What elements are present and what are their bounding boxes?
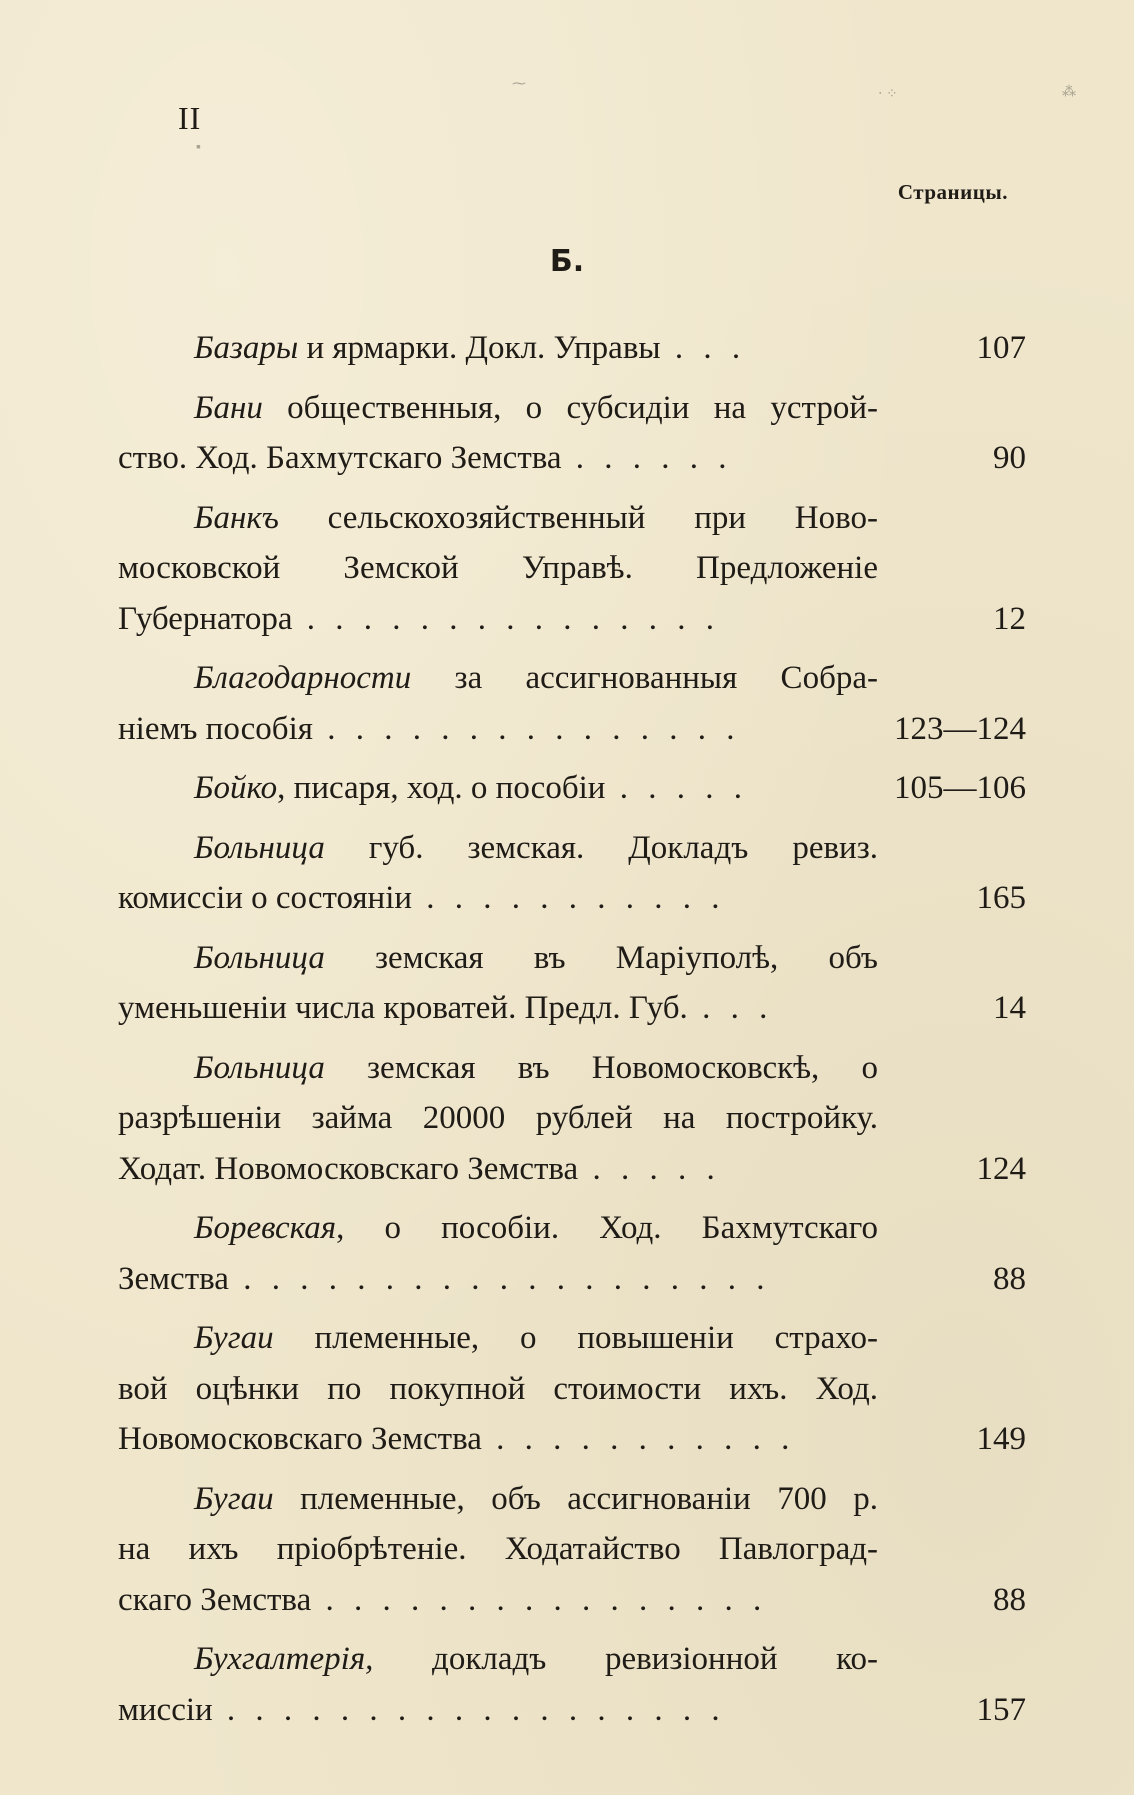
entry-term: Базары bbox=[194, 330, 299, 366]
entry-line bbox=[118, 493, 878, 544]
entry-term: Больница bbox=[194, 1049, 325, 1086]
index-entry bbox=[118, 1043, 1026, 1195]
entry-text: ство. Ход. Бахмутскаго Земства bbox=[118, 440, 562, 476]
entry-line bbox=[118, 1203, 878, 1254]
entry-text: губ. земская. Докладъ ревиз. bbox=[324, 829, 878, 866]
entry-line bbox=[118, 873, 1026, 924]
dot-leader: . . . . . . . . . . . bbox=[481, 1421, 796, 1457]
entry-text: вой оцѣнки по покупной стоимости ихъ. Ход. bbox=[118, 1370, 878, 1407]
index-entry bbox=[118, 933, 1026, 1034]
entry-page-ref: 124 bbox=[976, 1150, 1026, 1187]
entry-page-ref: 157 bbox=[976, 1691, 1026, 1728]
entry-line bbox=[118, 1575, 1026, 1626]
entry-page-ref: 90 bbox=[993, 440, 1026, 476]
entry-term: Боревская bbox=[194, 1210, 337, 1246]
book-page: ⁓ ‧ ⁘ ⁂ ▪ II Страницы. Б. Базары и ярмарки. Докл. Управы . . . 107 Бани общественныя, о субсидіи на устрой- ство. Ход. Бахмутскаго Земства . . . . . . 90 Банкъ сельскохозяйственный при Ново- московской Земской Управѣ. Предложеніе Губернатора . . . . . . . . . . . . . . . 12 Благодарности за ассигнованныя Собра- ніемъ пособія . . . . . . . . . . . . . . . 123—124 Бойко, писаря, ход. о пособіи . . . . . 105—106 Больница губ. земская. Докладъ ревиз. комиссіи о состояніи . . . . . . . . . . . 165 Больница земская въ Маріуполѣ, объ уменьшеніи числа кроватей. Предл. Губ. . . . 14 Больница земская въ Новомосковскѣ, о разрѣшеніи займа 20000 рублей на постройку. Ходат. Новомосковскаго Земства . . . . . 124 Боревская, о пособіи. Ход. Бахмутскаго Земства . . . . . . . . . . . . . . . . . . . 88 Бугаи племенные, о повышеніи страхо- вой оцѣнки по покупной стоимости ихъ. Ход. Новомосковскаго Земства . . . . . . . . . . . 149 Бугаи племенные, объ ассигнованіи 700 р. на ихъ пріобрѣтеніе. Ходатайство Павлоград- скаго Земства . . . . . . . . . . . . . . . . 88 Бухгалтерія, докладъ ревизіонной ко- миссіи . . . . . . . . . . . . . . . . . . 157 bbox=[0, 0, 1134, 1795]
entry-text: , о пособіи. Ход. Бахмутскаго bbox=[336, 1210, 878, 1246]
dot-leader: . . . . . . . . . . . bbox=[412, 880, 726, 916]
entry-line bbox=[118, 1414, 1026, 1465]
entry-line bbox=[118, 983, 1026, 1034]
index-entry bbox=[118, 383, 1026, 484]
pages-column-header: Страницы. bbox=[897, 180, 1008, 204]
entry-text: комиссіи о состояніи bbox=[118, 880, 413, 916]
section-letter: Б. bbox=[549, 244, 585, 279]
entry-text: земская въ Новомосковскѣ, о bbox=[324, 1049, 878, 1086]
dot-leader: . . . . . . . . . . . . . . . . bbox=[311, 1581, 768, 1618]
entry-page-ref: 165 bbox=[976, 880, 1026, 916]
entry-page-ref: 123—124 bbox=[894, 710, 1026, 747]
entry-line bbox=[118, 1474, 878, 1525]
entry-term: Бухгалтерія, bbox=[194, 1641, 374, 1677]
entry-line bbox=[118, 933, 878, 984]
dot-leader: . . . . . bbox=[578, 1150, 721, 1187]
entry-line bbox=[118, 823, 878, 874]
entry-line bbox=[118, 1685, 1026, 1736]
dot-leader: . . . bbox=[660, 330, 747, 366]
entry-line bbox=[118, 383, 878, 434]
entry-page-ref: 105—106 bbox=[894, 770, 1026, 806]
entry-text: уменьшеніи числа кроватей. Предл. Губ. bbox=[118, 990, 688, 1026]
entry-line bbox=[118, 1144, 1026, 1195]
entry-text: племенные, объ ассигнованіи 700 р. bbox=[273, 1480, 878, 1517]
entry-page-ref: 107 bbox=[976, 330, 1026, 366]
entry-page-ref: 88 bbox=[993, 1581, 1026, 1618]
entry-term: Бани bbox=[194, 389, 263, 426]
entry-text: Губернатора bbox=[118, 600, 293, 637]
entry-text: на ихъ пріобрѣтеніе. Ходатайство Павлоград- bbox=[118, 1531, 878, 1567]
entry-page-ref: 149 bbox=[976, 1421, 1026, 1457]
entry-line bbox=[118, 433, 1026, 484]
entry-text: Ходат. Новомосковскаго Земства bbox=[118, 1150, 579, 1187]
dot-leader: . . . . . . . . . . . . . . . . . . bbox=[212, 1691, 726, 1728]
entry-text: и ярмарки. Докл. Управы bbox=[298, 330, 661, 366]
dot-leader: . . . . . . . . . . . . . . . bbox=[312, 710, 741, 747]
entry-term: Бугаи bbox=[194, 1320, 274, 1356]
entry-text: земская въ Маріуполѣ, объ bbox=[324, 939, 878, 976]
index-entry bbox=[118, 823, 1026, 924]
index-entry bbox=[118, 763, 1026, 814]
entry-line bbox=[118, 1524, 878, 1575]
entry-page-ref: 14 bbox=[993, 990, 1026, 1026]
entry-text: племенные, о повышеніи страхо- bbox=[273, 1320, 878, 1356]
entry-term: Бугаи bbox=[194, 1480, 274, 1517]
dot-leader: . . . . . . . . . . . . . . . bbox=[292, 600, 720, 637]
entry-text: общественныя, о субсидіи на устрой- bbox=[262, 389, 878, 426]
index-entry bbox=[118, 323, 1026, 374]
entry-page-ref: 12 bbox=[993, 600, 1026, 637]
entry-term: Банкъ bbox=[194, 499, 279, 536]
entry-text: докладъ ревизіонной ко- bbox=[373, 1641, 878, 1677]
entry-line bbox=[118, 323, 1026, 374]
entry-text: Земства bbox=[118, 1260, 229, 1297]
entry-text: миссіи bbox=[118, 1691, 213, 1728]
index-entry bbox=[118, 1474, 1026, 1626]
index-entry bbox=[118, 1313, 1026, 1465]
entry-term: Бойко bbox=[194, 770, 278, 806]
entry-line bbox=[118, 1364, 878, 1415]
entry-text: скаго Земства bbox=[118, 1581, 312, 1618]
entry-line bbox=[118, 1093, 878, 1144]
entry-term: Больница bbox=[194, 939, 325, 976]
entry-text: московской Земской Управѣ. Предложеніе bbox=[118, 550, 878, 586]
index-entry bbox=[118, 493, 1026, 645]
entry-line bbox=[118, 704, 1026, 755]
entry-text: сельскохозяйственный при Ново- bbox=[278, 499, 878, 536]
index-entry bbox=[118, 1634, 1026, 1735]
entry-page-ref: 88 bbox=[993, 1260, 1026, 1297]
index-entry bbox=[118, 1203, 1026, 1304]
dot-leader: . . . . . . . . . . . . . . . . . . . bbox=[228, 1260, 771, 1297]
entry-text: Новомосковскаго Земства bbox=[118, 1421, 482, 1457]
entry-line bbox=[118, 763, 1026, 814]
entry-line bbox=[118, 1634, 878, 1685]
dot-leader: . . . . . . bbox=[561, 440, 733, 476]
entry-text: ніемъ пособія bbox=[118, 710, 313, 747]
entry-text: , писаря, ход. о пособіи bbox=[277, 770, 606, 806]
entry-line bbox=[118, 653, 878, 704]
dot-leader: . . . bbox=[687, 990, 774, 1026]
entry-line bbox=[118, 543, 878, 594]
entry-line bbox=[118, 594, 1026, 645]
entry-line bbox=[118, 1313, 878, 1364]
entry-text: разрѣшеніи займа 20000 рублей на постройку. bbox=[118, 1100, 878, 1136]
entry-line bbox=[118, 1043, 878, 1094]
page-number: II bbox=[178, 100, 202, 136]
entry-term: Благодарности bbox=[194, 660, 412, 696]
index-entry bbox=[118, 653, 1026, 754]
dot-leader: . . . . . bbox=[605, 770, 748, 806]
entry-term: Больница bbox=[194, 829, 325, 866]
index-entries bbox=[118, 323, 1026, 1744]
entry-line bbox=[118, 1254, 1026, 1305]
entry-text: за ассигнованныя Собра- bbox=[411, 660, 878, 696]
